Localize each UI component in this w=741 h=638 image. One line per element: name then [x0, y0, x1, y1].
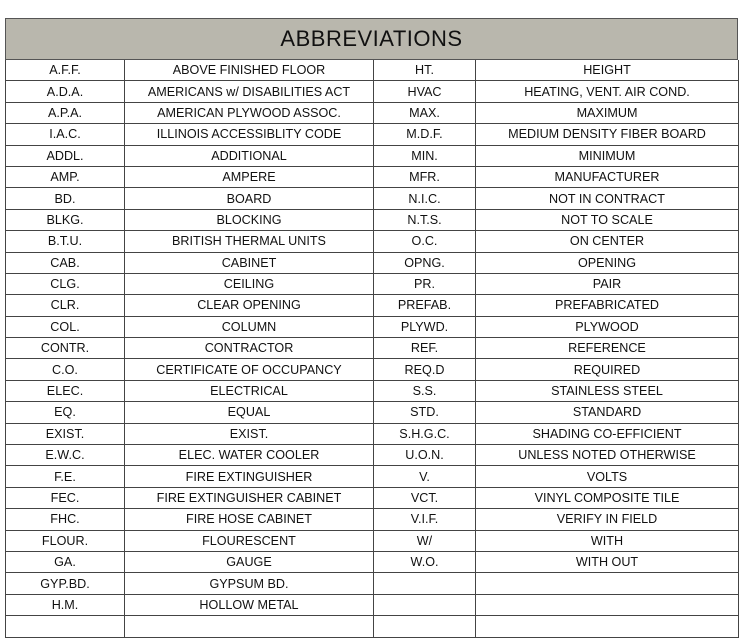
abbreviation-cell: H.M. [6, 594, 125, 615]
abbreviation-cell: A.D.A. [6, 81, 125, 102]
definition-cell [476, 616, 739, 637]
abbreviation-cell: STD. [374, 402, 476, 423]
abbreviation-cell: C.O. [6, 359, 125, 380]
abbreviation-cell: V.I.F. [374, 509, 476, 530]
definition-cell: AMERICANS w/ DISABILITIES ACT [125, 81, 374, 102]
definition-cell: FIRE HOSE CABINET [125, 509, 374, 530]
abbreviation-cell [374, 594, 476, 615]
abbreviation-cell: N.I.C. [374, 188, 476, 209]
abbreviation-cell: MAX. [374, 102, 476, 123]
definition-cell: SHADING CO-EFFICIENT [476, 423, 739, 444]
definition-cell: EXIST. [125, 423, 374, 444]
definition-cell: REQUIRED [476, 359, 739, 380]
table-row [6, 573, 739, 594]
table-row [6, 466, 739, 487]
abbreviation-cell: BLKG. [6, 209, 125, 230]
abbreviation-cell: CLR. [6, 295, 125, 316]
table-row [6, 530, 739, 551]
abbreviation-cell: BD. [6, 188, 125, 209]
abbreviation-cell: O.C. [374, 231, 476, 252]
abbreviation-cell: OPNG. [374, 252, 476, 273]
abbreviation-cell: ADDL. [6, 145, 125, 166]
table-row [6, 423, 739, 444]
definition-cell: PLYWOOD [476, 316, 739, 337]
abbreviation-cell: HT. [374, 60, 476, 81]
abbreviation-cell: GA. [6, 551, 125, 572]
table-row [6, 102, 739, 123]
abbreviation-cell: REF. [374, 338, 476, 359]
definition-cell: ADDITIONAL [125, 145, 374, 166]
definition-cell: HOLLOW METAL [125, 594, 374, 615]
abbreviation-cell: PLYWD. [374, 316, 476, 337]
definition-cell [476, 594, 739, 615]
definition-cell: HEATING, VENT. AIR COND. [476, 81, 739, 102]
abbreviation-cell: A.P.A. [6, 102, 125, 123]
abbreviation-cell: FEC. [6, 487, 125, 508]
table-row [6, 316, 739, 337]
abbreviation-cell: S.H.G.C. [374, 423, 476, 444]
definition-cell: CEILING [125, 273, 374, 294]
definition-cell: NOT IN CONTRACT [476, 188, 739, 209]
table-row [6, 81, 739, 102]
abbreviation-cell: EXIST. [6, 423, 125, 444]
definition-cell: WITH [476, 530, 739, 551]
table-row [6, 166, 739, 187]
definition-cell: ILLINOIS ACCESSIBLITY CODE [125, 124, 374, 145]
definition-cell: ABOVE FINISHED FLOOR [125, 60, 374, 81]
abbreviations-table-body [6, 60, 739, 637]
abbreviation-cell: A.F.F. [6, 60, 125, 81]
definition-cell [476, 573, 739, 594]
abbreviation-cell: HVAC [374, 81, 476, 102]
definition-cell: FIRE EXTINGUISHER CABINET [125, 487, 374, 508]
table-row [6, 124, 739, 145]
table-row [6, 145, 739, 166]
abbreviation-cell: AMP. [6, 166, 125, 187]
abbreviation-cell: VCT. [374, 487, 476, 508]
abbreviation-cell: MFR. [374, 166, 476, 187]
definition-cell: WITH OUT [476, 551, 739, 572]
definition-cell: ELEC. WATER COOLER [125, 445, 374, 466]
definition-cell: HEIGHT [476, 60, 739, 81]
table-row [6, 551, 739, 572]
abbreviation-cell [374, 616, 476, 637]
definition-cell: CONTRACTOR [125, 338, 374, 359]
definition-cell [125, 616, 374, 637]
abbreviation-cell: FHC. [6, 509, 125, 530]
abbreviation-cell: CLG. [6, 273, 125, 294]
definition-cell: BOARD [125, 188, 374, 209]
definition-cell: ON CENTER [476, 231, 739, 252]
sheet-title: ABBREVIATIONS [5, 18, 738, 60]
definition-cell: MEDIUM DENSITY FIBER BOARD [476, 124, 739, 145]
definition-cell: NOT TO SCALE [476, 209, 739, 230]
table-row [6, 295, 739, 316]
table-row [6, 380, 739, 401]
definition-cell: BRITISH THERMAL UNITS [125, 231, 374, 252]
table-row [6, 359, 739, 380]
abbreviation-cell [374, 573, 476, 594]
definition-cell: PAIR [476, 273, 739, 294]
definition-cell: FLOURESCENT [125, 530, 374, 551]
definition-cell: STANDARD [476, 402, 739, 423]
definition-cell: MINIMUM [476, 145, 739, 166]
abbreviation-cell: B.T.U. [6, 231, 125, 252]
definition-cell: CERTIFICATE OF OCCUPANCY [125, 359, 374, 380]
abbreviation-cell: S.S. [374, 380, 476, 401]
definition-cell: MANUFACTURER [476, 166, 739, 187]
table-row [6, 487, 739, 508]
table-row [6, 594, 739, 615]
abbreviation-cell: M.D.F. [374, 124, 476, 145]
abbreviation-cell: GYP.BD. [6, 573, 125, 594]
definition-cell: OPENING [476, 252, 739, 273]
definition-cell: AMERICAN PLYWOOD ASSOC. [125, 102, 374, 123]
abbreviation-cell: CAB. [6, 252, 125, 273]
abbreviation-cell: W.O. [374, 551, 476, 572]
table-row [6, 616, 739, 637]
table-row [6, 188, 739, 209]
table-row [6, 231, 739, 252]
table-row [6, 60, 739, 81]
definition-cell: PREFABRICATED [476, 295, 739, 316]
definition-cell: COLUMN [125, 316, 374, 337]
abbreviation-cell: PR. [374, 273, 476, 294]
abbreviation-cell: F.E. [6, 466, 125, 487]
abbreviation-cell: MIN. [374, 145, 476, 166]
abbreviations-sheet [5, 18, 738, 638]
table-row [6, 445, 739, 466]
definition-cell: VERIFY IN FIELD [476, 509, 739, 530]
abbreviation-cell: EQ. [6, 402, 125, 423]
abbreviation-cell: REQ.D [374, 359, 476, 380]
definition-cell: EQUAL [125, 402, 374, 423]
table-row [6, 273, 739, 294]
definition-cell: BLOCKING [125, 209, 374, 230]
definition-cell: VINYL COMPOSITE TILE [476, 487, 739, 508]
abbreviation-cell: ELEC. [6, 380, 125, 401]
definition-cell: AMPERE [125, 166, 374, 187]
abbreviation-cell: CONTR. [6, 338, 125, 359]
definition-cell: GYPSUM BD. [125, 573, 374, 594]
table-row [6, 209, 739, 230]
definition-cell: REFERENCE [476, 338, 739, 359]
abbreviation-cell: COL. [6, 316, 125, 337]
definition-cell: MAXIMUM [476, 102, 739, 123]
definition-cell: STAINLESS STEEL [476, 380, 739, 401]
abbreviation-cell: FLOUR. [6, 530, 125, 551]
table-row [6, 338, 739, 359]
abbreviation-cell: V. [374, 466, 476, 487]
definition-cell: CLEAR OPENING [125, 295, 374, 316]
abbreviation-cell: N.T.S. [374, 209, 476, 230]
table-row [6, 509, 739, 530]
abbreviation-cell: W/ [374, 530, 476, 551]
definition-cell: CABINET [125, 252, 374, 273]
definition-cell: GAUGE [125, 551, 374, 572]
abbreviation-cell: E.W.C. [6, 445, 125, 466]
definition-cell: ELECTRICAL [125, 380, 374, 401]
definition-cell: UNLESS NOTED OTHERWISE [476, 445, 739, 466]
abbreviation-cell: U.O.N. [374, 445, 476, 466]
definition-cell: VOLTS [476, 466, 739, 487]
abbreviation-cell: I.A.C. [6, 124, 125, 145]
abbreviation-cell: PREFAB. [374, 295, 476, 316]
table-row [6, 252, 739, 273]
definition-cell: FIRE EXTINGUISHER [125, 466, 374, 487]
abbreviation-cell [6, 616, 125, 637]
abbreviations-table [5, 60, 739, 638]
table-row [6, 402, 739, 423]
